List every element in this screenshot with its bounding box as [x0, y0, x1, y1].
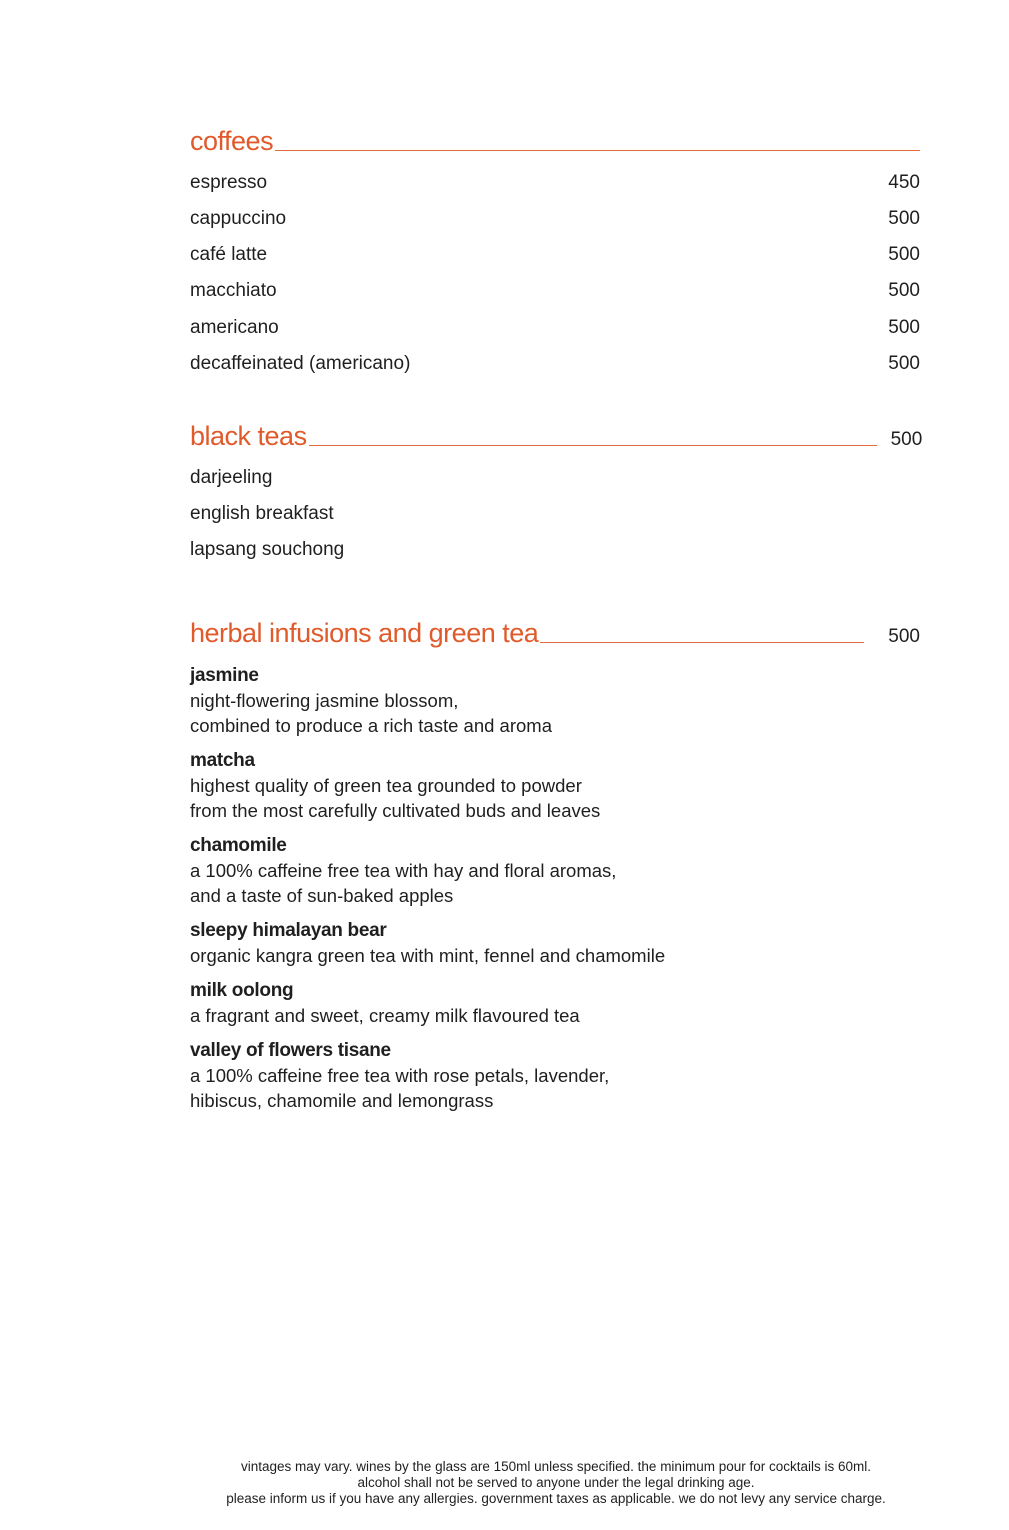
herbal-rule	[540, 642, 864, 643]
item-name: café latte	[190, 244, 268, 265]
black-teas-rule	[309, 445, 877, 446]
list-item	[190, 978, 710, 1028]
herb-name: valley of flowers tisane	[190, 1040, 391, 1061]
list-item	[190, 748, 710, 823]
black-tea-item	[190, 467, 920, 489]
coffee-item	[190, 244, 920, 266]
herb-name: chamomile	[190, 835, 287, 856]
herb-description: a 100% caffeine free tea with hay and floral aromas, and a taste of sun-baked apples	[190, 860, 617, 906]
coffees-rule	[275, 150, 920, 151]
item-name: english breakfast	[190, 503, 334, 524]
item-name: darjeeling	[190, 467, 273, 488]
black-tea-item	[190, 539, 920, 561]
herbal-section-header	[190, 612, 920, 648]
herb-name: jasmine	[190, 665, 259, 686]
item-price: 500	[888, 353, 920, 374]
herb-name: sleepy himalayan bear	[190, 920, 387, 941]
herb-description: a 100% caffeine free tea with rose petals, lavender, hibiscus, chamomile and lemongrass	[190, 1065, 610, 1111]
black-tea-item	[190, 503, 920, 525]
herbal-title: herbal infusions and green tea	[190, 618, 539, 648]
item-name: cappuccino	[190, 208, 287, 229]
coffee-item	[190, 172, 920, 194]
herbal-list	[190, 663, 710, 1123]
coffee-item	[190, 280, 920, 302]
item-price: 500	[888, 244, 920, 265]
footer-line: vintages may vary. wines by the glass are 150ml unless specified. the minimum pour for cocktails is 60ml.	[240, 1459, 871, 1474]
list-item	[190, 663, 710, 738]
herb-description: highest quality of green tea grounded to powder from the most carefully cultivated buds and leaves	[190, 775, 601, 821]
herb-description: a fragrant and sweet, creamy milk flavoured tea	[190, 1005, 580, 1026]
item-name: decaffeinated (americano)	[190, 353, 411, 374]
black-teas-section-header	[190, 415, 923, 451]
item-price: 500	[888, 317, 920, 338]
item-price: 450	[888, 172, 920, 193]
coffees-section-header	[190, 120, 920, 156]
item-name: espresso	[190, 172, 268, 193]
herbal-price: 500	[888, 626, 920, 647]
coffee-item	[190, 353, 920, 375]
herb-name: milk oolong	[190, 980, 294, 1001]
herb-description: night-flowering jasmine blossom, combined to produce a rich taste and aroma	[190, 690, 552, 736]
list-item	[190, 1038, 710, 1113]
item-price: 500	[888, 208, 920, 229]
item-name: americano	[190, 317, 279, 338]
coffee-item	[190, 208, 920, 230]
item-name: lapsang souchong	[190, 539, 345, 560]
black-teas-title: black teas	[190, 421, 307, 451]
item-name: macchiato	[190, 280, 277, 301]
list-item	[190, 833, 710, 908]
coffee-item	[190, 317, 920, 339]
footer-line: alcohol shall not be served to anyone under the legal drinking age.	[357, 1475, 755, 1490]
herb-description: organic kangra green tea with mint, fennel and chamomile	[190, 945, 666, 966]
black-teas-price: 500	[890, 429, 923, 450]
coffees-title: coffees	[190, 126, 274, 156]
list-item	[190, 918, 710, 968]
item-price: 500	[888, 280, 920, 301]
footer-line: please inform us if you have any allergies. government taxes as applicable. we do not levy any service charge.	[226, 1491, 886, 1506]
footer-notes	[130, 1459, 982, 1507]
herb-name: matcha	[190, 750, 255, 771]
